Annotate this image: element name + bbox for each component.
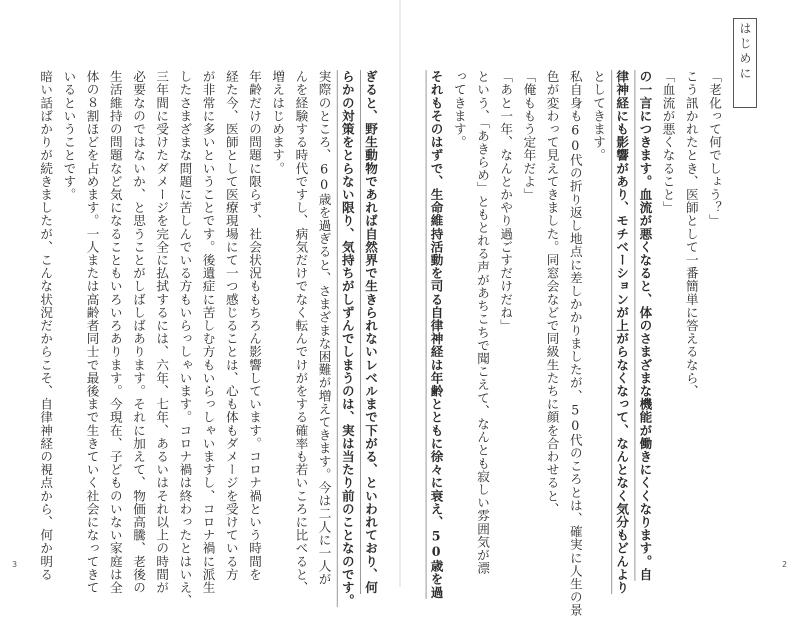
text-column: が非常に多いということです。後遺症に苦しむ方もいらっしゃいますし、コロナ禍に派生 <box>200 70 216 594</box>
text-column: という、「あきらめ」ともとれる声があちこちで聞こえて、なんとも寂しい雰囲気が漂 <box>475 70 490 575</box>
text-column: 「血流が悪くなること」 <box>660 70 676 215</box>
text-column: こう訊かれたとき、医師として一番簡単に答えるなら、 <box>683 70 699 398</box>
text-column: 体の８割ほどを占めます。一人または高齢者同士で最後まで生きていく社会になってきて <box>84 70 100 594</box>
text-column: らかの対策をとらない限り、気持ちがしずんでしまうのは、実は当たり前のことなのです。 <box>339 70 355 608</box>
page-number-right: 2 <box>782 560 788 569</box>
text-column: いるということです。 <box>61 70 77 201</box>
text-column: 私自身も60代の折り返し地点に差しかかりましたが、50代のころとは、確実に人生の景 <box>567 70 583 617</box>
text-column: 実際のところ、60歳を過ぎると、さまざまな困難が増えてきます。今は二人に一人が <box>316 70 332 586</box>
text-column: 増えはじめます。 <box>270 70 286 175</box>
chapter-title: はじめに <box>738 22 752 82</box>
page-number-left: 3 <box>12 560 18 569</box>
text-column: ぎると、野生動物であれば自然界で生きられないレベルまで下がる、といわれており、何 <box>363 70 378 594</box>
text-column: 生活維持の問題など気になることもいろいろあります。今現在、子どものいない家庭は全 <box>107 70 123 594</box>
text-column: 必要なのではないか、と思うことがしばしばあります。それに加えて、物価高騰、老後の <box>131 70 146 594</box>
text-column: したさまざまな問題に苦しんでいる方もいらっしゃいます。コロナ禍は終わったとはいえ、 <box>177 70 193 608</box>
text-column: 「あと一年、なんとかやり過ごすだけだね」 <box>498 70 514 332</box>
text-column: 経た今、医師として医療現場にて一つ感じることは、心も体もダメージを受けている方 <box>223 70 239 581</box>
text-column: の一言につきます。血流が悪くなると、体のさまざまな機能が働きにくくなります。自 <box>637 70 653 581</box>
text-column: 暗い話ばかりが続きましたが、こんな状況だからこそ、自律神経の視点から、何か明る <box>38 70 54 581</box>
text-column: 色が変わって見えてきました。同窓会などで同級生たちに顔を合わせると、 <box>544 70 560 516</box>
text-column: んを経験する時代ですし、病気だけでなく転んでけがをする確率も若いころに比べると、 <box>293 70 309 594</box>
text-column: 年齢だけの問題に限らず、社会状況ももちろん影響しています。コロナ禍という時間を <box>247 70 262 581</box>
text-column: 「老化って何でしょう？」 <box>707 70 722 228</box>
text-column: それもそのはずで、生命維持活動を司る自律神経は年齢とともに徐々に衰え、50歳を過 <box>428 70 444 599</box>
text-column: 三年間に受けたダメージを完全に払拭するには、六年、七年、あるいはそれ以上の時間が <box>154 70 170 594</box>
text-column: としてきます。 <box>591 70 606 162</box>
text-column: 「俺ももう定年だよ」 <box>521 70 537 201</box>
text-column: ってきます。 <box>451 70 467 149</box>
text-column: 律神経にも影響があり、モチベーションが上がらなくなって、なんとなく気分もどんより <box>614 70 630 594</box>
